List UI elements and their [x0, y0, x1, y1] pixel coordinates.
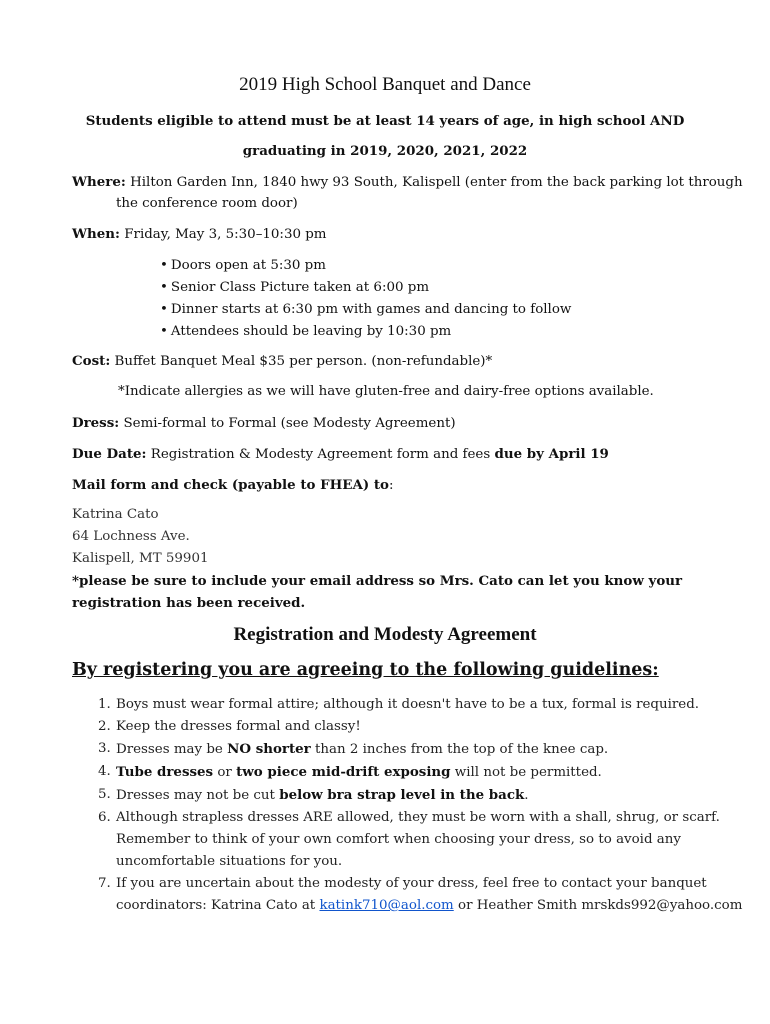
- rule-emphasis: below bra strap level in the back: [279, 787, 525, 803]
- rule-number: 7.: [98, 876, 111, 891]
- dress-text: Semi-formal to Formal (see Modesty Agreement): [123, 416, 456, 431]
- due-text: Registration & Modesty Agreement form and fees: [150, 447, 491, 462]
- due-date-line: [72, 446, 609, 462]
- email-heather: mrskds992@yahoo.com: [581, 898, 743, 913]
- dress-label: Dress:: [72, 415, 120, 431]
- schedule-list: [160, 255, 571, 343]
- list-item: • Senior Class Picture taken at 6:00 pm: [160, 277, 571, 299]
- rule-number: 5.: [98, 787, 111, 802]
- list-item: [72, 694, 756, 716]
- list-item: • Attendees should be leaving by 10:30 pm: [160, 321, 571, 343]
- where-line: [72, 174, 743, 190]
- list-item: [72, 873, 756, 917]
- mail-line: [72, 477, 393, 493]
- rule-text: Although strapless dresses ARE allowed, they must be worn with a shall, shrug, or scarf. Remember to think of your own comfort when choosing your dress, so to avoid any uncomfortable situations for you.: [116, 810, 720, 869]
- rule-text: Dresses may be: [116, 742, 223, 757]
- where-text: Hilton Garden Inn, 1840 hwy 93 South, Kalispell (enter from the back parking lot through: [130, 175, 743, 190]
- rule-text: will not be permitted.: [454, 765, 602, 780]
- rule-text: .: [524, 788, 529, 803]
- where-label: Where:: [72, 174, 126, 190]
- when-line: [72, 226, 327, 242]
- list-item: [72, 716, 756, 738]
- rule-number: 1.: [98, 697, 111, 712]
- rule-number: 3.: [98, 741, 111, 756]
- cost-line: [72, 353, 492, 369]
- mail-label: Mail form and check (payable to FHEA) to: [72, 477, 389, 493]
- page-title: 2019 High School Banquet and Dance: [239, 74, 531, 95]
- email-link-katrina[interactable]: katink710@aol.com: [319, 898, 454, 913]
- where-text-cont: the conference room door): [116, 196, 298, 211]
- mail-name: Katrina Cato: [72, 507, 159, 522]
- agreement-title: Registration and Modesty Agreement: [233, 624, 537, 645]
- email-note-line-1: *please be sure to include your email address so Mrs. Cato can let you know your: [72, 573, 683, 589]
- rule-text: Boys must wear formal attire; although it doesn't have to be a tux, formal is required.: [116, 697, 700, 712]
- email-note-line-2: registration has been received.: [72, 595, 306, 611]
- cost-text: Buffet Banquet Meal $35 per person. (non-refundable)*: [114, 354, 493, 369]
- allergy-note: *Indicate allergies as we will have gluten-free and dairy-free options available.: [118, 384, 654, 399]
- list-item: [72, 738, 756, 761]
- dress-line: [72, 415, 456, 431]
- guidelines-list: [72, 694, 756, 917]
- list-item: [72, 761, 756, 784]
- rule-text: than 2 inches from the top of the knee cap.: [314, 742, 609, 757]
- agreement-subhead: By registering you are agreeing to the following guidelines:: [72, 660, 659, 680]
- list-item: • Doors open at 5:30 pm: [160, 255, 571, 277]
- cost-label: Cost:: [72, 353, 111, 369]
- mail-street: 64 Lochness Ave.: [72, 529, 190, 544]
- rule-emphasis: Tube dresses: [116, 764, 214, 780]
- when-text: Friday, May 3, 5:30–10:30 pm: [124, 227, 327, 242]
- eligibility-line-2: graduating in 2019, 2020, 2021, 2022: [242, 143, 528, 159]
- when-label: When:: [72, 226, 120, 242]
- list-item: [72, 784, 756, 807]
- rule-text: Dresses may not be cut: [116, 788, 275, 803]
- eligibility-line-1: Students eligible to attend must be at least 14 years of age, in high school AND: [85, 113, 685, 129]
- list-item: • Dinner starts at 6:30 pm with games and dancing to follow: [160, 299, 571, 321]
- rule-number: 6.: [98, 810, 111, 825]
- mail-city: Kalispell, MT 59901: [72, 551, 209, 566]
- rule-number: 2.: [98, 719, 111, 734]
- rule-number: 4.: [98, 764, 111, 779]
- mail-colon: :: [388, 478, 394, 493]
- rule-emphasis: two piece mid-drift exposing: [236, 764, 451, 780]
- due-label: Due Date:: [72, 446, 147, 462]
- due-deadline: due by April 19: [494, 446, 609, 462]
- rule-emphasis: NO shorter: [227, 741, 311, 757]
- rule-text: or Heather Smith: [458, 898, 578, 913]
- rule-text: or: [217, 765, 232, 780]
- rule-text: Keep the dresses formal and classy!: [116, 719, 361, 734]
- list-item: [72, 807, 756, 873]
- rule-text: If you are uncertain about the modesty of your dress, feel free to contact your banquet coordinators: Katrina Cato at: [116, 876, 707, 913]
